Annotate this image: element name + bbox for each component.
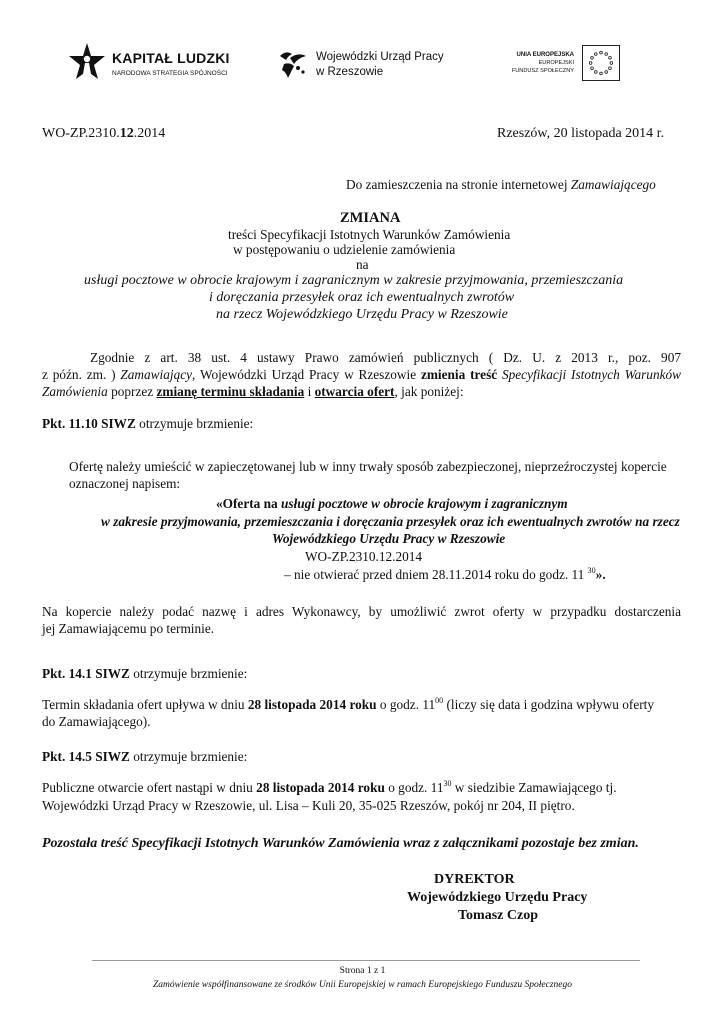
signature-office: Wojewódzkiego Urzędu Pracy (407, 890, 588, 905)
subject-line-2: i doręczania przesyłek oraz ich ewentualnych zwrotów (209, 290, 515, 305)
wup-logo-line2: w Rzeszowie (316, 66, 384, 78)
subject-line-1: usługi pocztowe w obrocie krajowym i zagranicznym w zakresie przyjmowania, przemieszczania (84, 273, 624, 288)
eu-flag-icon (582, 45, 620, 81)
wup-logo (276, 46, 444, 84)
subject-line-3: na rzecz Wojewódzkiego Urzędu Pracy w Rzeszowie (216, 307, 508, 322)
pkt1-paragraph-line-1: Ofertę należy umieścić w zapieczętowanej lub w inny trwały sposób zabezpieczonej, nieprzeźroczystej kopercie (69, 459, 667, 474)
footer-divider (92, 960, 640, 961)
signature-name: Tomasz Czop (458, 908, 538, 923)
intro-line-2: z późn. zm. ) Zamawiający, Wojewódzki Urząd Pracy w Rzeszowie zmienia treść Specyfikacji Istotnych Warunków (42, 367, 682, 382)
signature-role: DYREKTOR (434, 872, 515, 887)
wup-bird-icon (276, 46, 310, 82)
publication-note: Do zamieszczenia na stronie internetowej Zamawiającego (346, 177, 656, 192)
envelope-label-line-1: «Oferta na usługi pocztowe w obrocie krajowym i zagranicznym (216, 496, 568, 511)
intro-line-3: Zamówienia poprzez zmianę terminu składania i otwarcia ofert, jak poniżej: (42, 384, 464, 399)
envelope-label-line-3: Wojewódzkiego Urzędu Pracy w Rzeszowie (272, 531, 506, 546)
kl-logo-title: KAPITAŁ LUDZKI (112, 50, 230, 66)
section-heading-11-10: Pkt. 11.10 SIWZ otrzymuje brzmienie: (42, 416, 254, 431)
section-heading-14-5: Pkt. 14.5 SIWZ otrzymuje brzmienie: (42, 749, 248, 764)
closing-statement: Pozostała treść Specyfikacji Istotnych Warunków Zamówienia wraz z załącznikami pozostaje bez zmian. (42, 836, 639, 851)
kapital-ludzki-logo (68, 42, 238, 86)
eu-logo-line3: FUNDUSZ SPOŁECZNY (511, 68, 574, 74)
section-heading-14-1: Pkt. 14.1 SIWZ otrzymuje brzmienie: (42, 666, 248, 681)
place-date: Rzeszów, 20 listopada 2014 r. (497, 126, 665, 141)
envelope-label-line-4: WO-ZP.2310.12.2014 (305, 549, 423, 564)
eu-logo-line1: UNIA EUROPEJSKA (516, 52, 574, 58)
title-line-2: treści Specyfikacji Istotnych Warunków Zamówienia (228, 227, 511, 242)
envelope-label-line-5: – nie otwierać przed dniem 28.11.2014 roku do godz. 11 $^{30}$». (284, 566, 606, 582)
pkt3-line-2: Wojewódzki Urząd Pracy w Rzeszowie, ul. Lisa – Kuli 20, 35-025 Rzeszów, pokój nr 204, II piętro. (42, 798, 575, 813)
kl-logo-subtitle: NARODOWA STRATEGIA SPÓJNOŚCI (112, 70, 228, 77)
footer-funding-note: Zamówienie współfinansowane ze środków Unii Europejskiej w ramach Europejskiego Funduszu Społecznego (152, 980, 573, 990)
pkt3-line-1: Publiczne otwarcie ofert nastąpi w dniu 28 listopada 2014 roku o godz. $11^{30}$ w siedzibie Zamawiającego tj. (42, 779, 617, 795)
envelope-label-line-2: w zakresie przyjmowania, przemieszczania i doręczania przesyłek oraz ich ewentualnych zwrotów na rzecz (101, 514, 680, 529)
pkt1-paragraph-line-2: oznaczonej napisem: (69, 476, 181, 491)
title-line-4: na (356, 257, 369, 272)
pkt1-paragraph-2-line-1: Na kopercie należy podać nazwę i adres Wykonawcy, by umożliwić zwrot oferty w przypadku dostarczenia (42, 604, 681, 619)
title-line-3: w postępowaniu o udzielenie zamówienia (233, 242, 456, 257)
kapital-ludzki-emblem-icon (68, 42, 106, 84)
pkt2-line-1: Termin składania ofert upływa w dniu 28 listopada 2014 roku o godz. $11^{00}$ (liczy się data i godzina wpływu oferty (42, 696, 655, 712)
wup-logo-line1: Wojewódzki Urząd Pracy (316, 51, 444, 63)
page-number: Strona 1 z 1 (339, 966, 386, 976)
pkt2-line-2: do Zamawiającego). (42, 714, 151, 729)
pkt1-paragraph-2-line-2: jej Zamawiającemu po terminie. (42, 621, 215, 636)
document-title: ZMIANA (340, 210, 401, 226)
eu-logo-line2: EUROPEJSKI (538, 60, 574, 66)
intro-line-1: Zgodnie z art. 38 ust. 4 ustawy Prawo zamówień publicznych ( Dz. U. z 2013 r., poz. 907 (90, 350, 681, 365)
eu-logo (498, 45, 622, 83)
document-reference: WO-ZP.2310.12.2014 (42, 126, 166, 141)
